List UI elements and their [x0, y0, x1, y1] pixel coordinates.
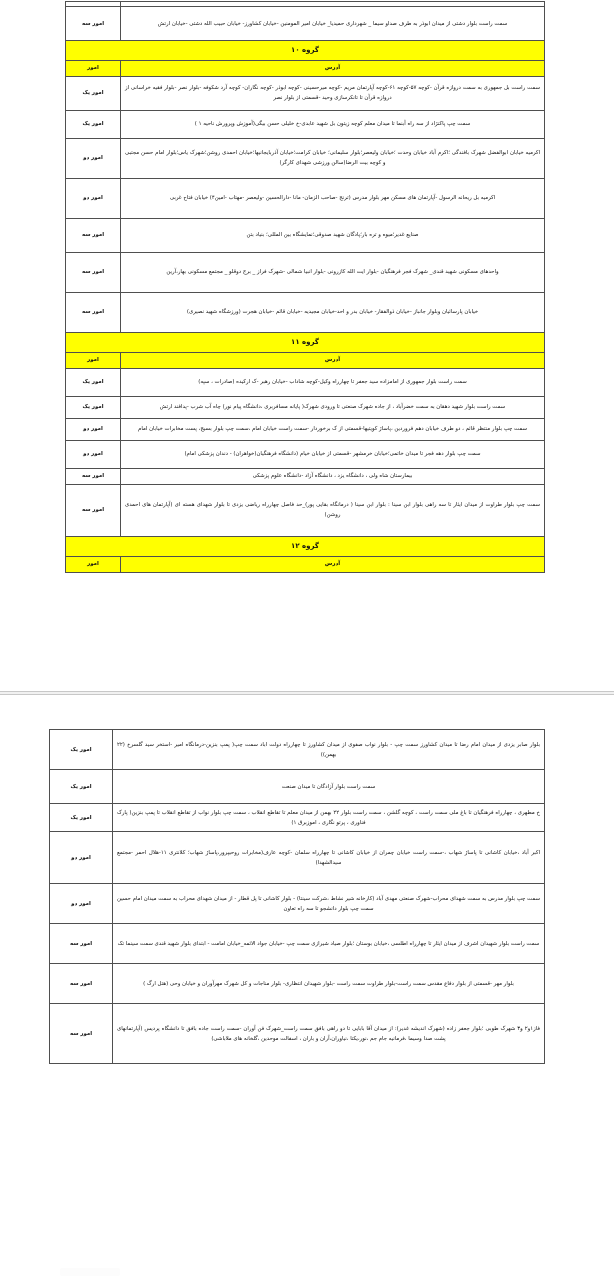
page-1-content — [69, 1, 545, 573]
table-row — [66, 396, 545, 418]
unit-cell: امور سه — [50, 964, 113, 1004]
address-column-header: آدرس — [121, 352, 545, 368]
address-cell: اکرمیه بل ریحانه الرسول -آپارتمان های مسکن مهر بلوار مدرس (ترنج -صاحب الزمان- مانا -دارالحسین -ولیعصر -مهتاب -امین۴) خیابان فتاح غربی — [121, 178, 545, 218]
address-cell: سمت راست بلوار شهید دهقان به سمت خضرآباد ، از جاده شهرک صنعتی تا ورودی شهرک( پایانه مسافربری ،دانشگاه پیام نور) چاه آب شرب -پدافند ارتش — [121, 396, 545, 418]
address-cell: بلوار صابر یزدی از میدان امام رضا تا میدان کشاورز سمت چپ - بلوار نواب صفوی از میدان کشاورز تا چهارراه دولت اباد سمت چپ( پمپ بنزین-درمانگاه امیر -استخر سید گلسرخ (۲۲ بهمن)) — [113, 730, 545, 770]
table-row — [50, 924, 545, 964]
unit-cell: امور یک — [66, 368, 121, 396]
unit-cell: امور یک — [50, 730, 113, 770]
group-banner-row — [66, 41, 545, 61]
unit-cell: امور یک — [66, 76, 121, 110]
table-row — [66, 440, 545, 468]
table-row — [66, 178, 545, 218]
page-bottom-artifact — [60, 1268, 120, 1276]
group-banner-label: گروه ۱۲ — [66, 536, 545, 556]
address-cell: واحدهای مسکونی شهید قندی_ شهرک فجر فرهنگیان -بلوار ایت الله کازرونی -بلوار انبیا شمالی -شهرک فراز _ برج دوقلو _ مجتمع مسکونی بهار،آرین — [121, 252, 545, 292]
table-row — [66, 218, 545, 252]
address-cell: فاز۱و۲ و۳ شهرک طوبی ؛بلوار جعفر زاده (شهرک اندیشه غدیر): از میدان آقا بابایی تا دو راهی بافق سمت راست_شهرک فن آوران -سمت راست جاده بافق تا دانشگاه پردیس (آپارتمانهای پشت صدا وسیما ،فرمانیه جام جم ،نور،یکتا ،نیاوران،آران و باران ، اسفالت موحدین ،گلخانه های ملاباشی) — [113, 1004, 545, 1064]
address-cell: اکرمیه خیابان ابوالفضل شهرک بافندگی ؛اکرم آباد خیابان وحدت ؛خیابان ولیعصر؛بلوار سلیمانی؛ خیابان کرامت؛خیابان آذربایجانیها؛خیابان احمدی روشن؛شهرک یاس؛بلوار امام حسن مجتبی و کوچه بیت الرضا(سالن ورزشی شهدای کارگر) — [121, 138, 545, 178]
table-row — [66, 468, 545, 484]
unit-cell: امور دو — [66, 440, 121, 468]
table-row — [66, 7, 545, 41]
address-cell: بلوار مهر -قسمتی از بلوار دفاع مقدس سمت راست-بلوار طراوت سمت راست -بلوار شهیدان انتظاری- بلوار مناجات و کل شهرک مهرآوران و خیابان وحی (هتل ارگ ) — [113, 964, 545, 1004]
address-cell: بیمارستان شاه ولی ، دانشگاه یزد ، دانشگاه آزاد -دانشگاه علوم پزشکی — [121, 468, 545, 484]
group-banner-row — [66, 332, 545, 352]
unit-column-header: امور — [66, 556, 121, 572]
unit-cell: امور دو — [50, 832, 113, 884]
unit-cell: امور سه — [66, 218, 121, 252]
table-row — [66, 110, 545, 138]
table-row — [66, 138, 545, 178]
table-row — [50, 730, 545, 770]
table-header-row — [66, 60, 545, 76]
unit-cell: امور سه — [66, 7, 121, 41]
unit-cell: امور دو — [66, 138, 121, 178]
table-row — [66, 484, 545, 536]
unit-cell: امور سه — [66, 484, 121, 536]
address-cell: سمت چپ بلوار طراوت از میدان ایثار تا سه راهی بلوار ابن سینا : بلوار ابن سینا ( درمانگاه بقایی پور)_حد فاصل چهارراه ریاضی یزدی تا بلوار شهدای هسته ای (آپارتمان های احمدی روشن) — [121, 484, 545, 536]
table-row — [50, 964, 545, 1004]
unit-cell: امور یک — [66, 396, 121, 418]
unit-cell: امور دو — [66, 178, 121, 218]
address-cell: خ مطهری ، چهارراه فرهنگیان تا باغ ملی سمت راست ، کوچه گلشن ، سمت راست بلوار ۲۲ بهمن از میدان معلم تا تقاطع انقلاب ، سمت چپ بلوار نواب از تقاطع انقلاب تا پمپ بنزین( پارک فناوری ، پرتو نگاری ، اموزبرق ۱) — [113, 804, 545, 832]
unit-cell: امور یک — [50, 804, 113, 832]
address-cell: صنایع غدیر؛میوه و تره بار؛پادگان شهید صدوقی؛نمایشگاه بین المللی؛ بنیاد بتن — [121, 218, 545, 252]
unit-cell: امور یک — [50, 770, 113, 804]
table-header-row — [66, 352, 545, 368]
address-cell: سمت راست بلوار آزادگان تا میدان صنعت — [113, 770, 545, 804]
table-row — [66, 76, 545, 110]
unit-cell: امور سه — [50, 1004, 113, 1064]
unit-cell: امور سه — [50, 924, 113, 964]
address-cell: سمت راست بلوار جمهوری از امامزاده سید جعفر تا چهارراه وکیل-کوچه شاداب -خیابان رهبر -ک ارکیده (صادرات ، سپه) — [121, 368, 545, 396]
address-column-header: آدرس — [121, 556, 545, 572]
address-table-page-1 — [65, 1, 545, 573]
table-row — [66, 418, 545, 440]
address-cell: سمت چپ پاکنژاد از سه راه آبنما تا میدان معلم کوچه زیتون بل شهید عابدی-خ خلیلی حسن بیگی(آموزش وپرورش ناحیه ۱ ) — [121, 110, 545, 138]
address-cell: خیابان پارسائیان وبلوار جانباز -خیابان ذوالفقار- خیابان بدر و احد-خیابان مجیدیه -خیابان قائم -خیابان هجرت (ورزشگاه شهید نصیری) — [121, 292, 545, 332]
table-row — [50, 1004, 545, 1064]
unit-cell: امور دو — [50, 884, 113, 924]
table-row — [50, 804, 545, 832]
address-column-header: آدرس — [121, 60, 545, 76]
table-header-row — [66, 556, 545, 572]
table-row — [50, 832, 545, 884]
address-table-page-2 — [49, 729, 545, 1064]
unit-cell: امور سه — [66, 252, 121, 292]
table-row — [66, 252, 545, 292]
group-banner-label: گروه ۱۰ — [66, 41, 545, 61]
group-banner-row — [66, 536, 545, 556]
unit-cell: امور سه — [66, 292, 121, 332]
table-row — [50, 884, 545, 924]
address-cell: سمت راست بلوار دشتی از میدان ابوذر به طرف صداو سیما _ شهرداری حمیدیا_ خیابان امیر المومنین -خیابان کشاورز- خیابان حبیب الله دشتی -خیابان ارتش — [121, 7, 545, 41]
group-banner-label: گروه ۱۱ — [66, 332, 545, 352]
address-cell: اکبر آباد ،خیابان کاشانی تا پاساژ شهاب ،-سمت راست خیابان چمران از خیابان کاشانی تا چهارراه سلمان -کوچه عارف(مخابرات روحیپرور،پاساژ شهاب؛ کلانتری ۱۱-هلال احمر -مجتمع سیدالشهدا) — [113, 832, 545, 884]
address-cell: سمت راست بل جمهوری به سمت دروازه قرآن -کوچه ۵۷-کوچه ۶۱-کوچه آپارتمان مریم -کوچه میرحسینی -کوچه ابوذر -کوچه نگاران- کوچه آرد شکوفه -بلوار نصر -بلوار فقیه خراسانی از دروازه قرآن تا تانکرسازی وحید -قسمتی از بلوار نصر — [121, 76, 545, 110]
table-row — [50, 770, 545, 804]
table-row — [66, 292, 545, 332]
unit-column-header: امور — [66, 60, 121, 76]
address-cell: سمت چپ بلوار منتظر قائم ، دو طرف خیابان دهم فروردین ،پاساژ کویتیها-قسمتی از ک برخوردار -سمت راست خیابان امام ،سمت چپ بلوار بسیج، پست مخابرات خیابان امام — [121, 418, 545, 440]
address-cell: سمت چپ بلوار مدرس به سمت شهدای محراب-شهرک صنعتی مهدی آباد (کارخانه شیر نشاط ،شرکت سینتا) - بلوار کاشانی تا پل قطار - از میدان شهدای محراب به سمت میدان امام حسین سمت چپ بلوار دانشجو تا سه راه تعاون — [113, 884, 545, 924]
unit-column-header: امور — [66, 352, 121, 368]
page-2-content — [69, 729, 545, 1064]
unit-cell: امور سه — [66, 468, 121, 484]
address-cell: سمت راست بلوار شهیدان اشرف از میدان ایثار تا چهارراه اطلسی ،خیابان بوستان ؛بلوار صیاد شیرازی سمت چپ -خیابان جواد الائمه_خیابان امامت - ابتدای بلوار شهید قندی سمت سینما تک — [113, 924, 545, 964]
document-page-2 — [0, 694, 614, 1280]
table-row — [66, 368, 545, 396]
unit-cell: امور یک — [66, 110, 121, 138]
address-cell: سمت چپ بلوار دهه فجر تا میدان خاتمی؛خیابان خرمشهر -قسمتی از خیابان خیام (دانشگاه فرهنگیان(خواهران) - دندان پزشکی امام) — [121, 440, 545, 468]
unit-cell: امور دو — [66, 418, 121, 440]
